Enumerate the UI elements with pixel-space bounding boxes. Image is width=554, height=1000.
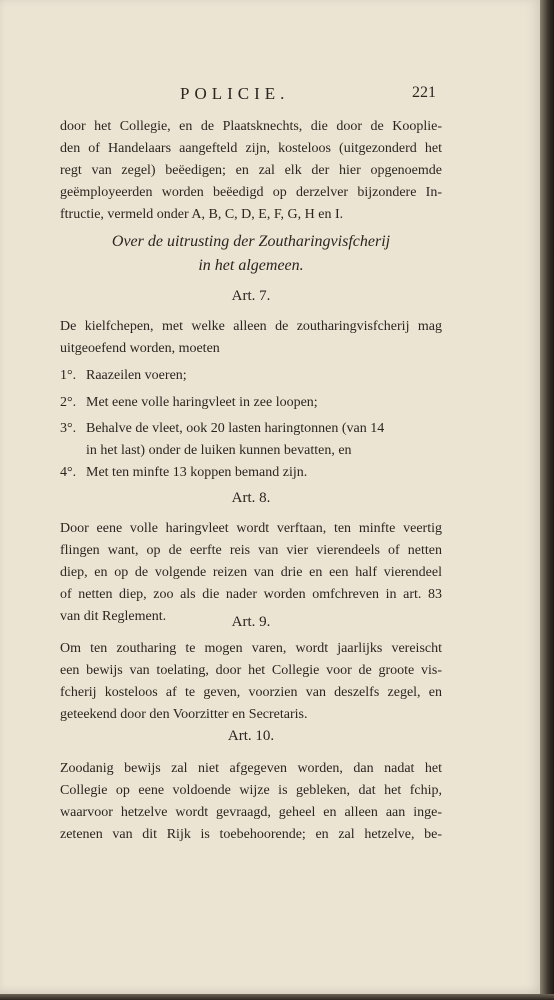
page-header [0,84,540,108]
page-bottom-edge [0,994,554,1000]
text-line: Om ten zoutharing te mogen varen, wordt jaarlijks vereischt [60,641,442,656]
item-number: 4°. [60,465,77,480]
running-title: POLICIE. [180,84,290,103]
article-paragraph [60,758,442,846]
list-item [60,365,442,387]
item-number: 3°. [60,421,77,436]
article-paragraph [60,518,442,628]
text-line: flingen want, op de eerfte reis van vier vierendeels of netten [60,543,442,558]
list-item [60,418,442,462]
text-line: De kielfchepen, met welke alleen de zoutharingvisfcherij mag [60,319,442,334]
text-line: Door eene volle haringvleet wordt verftaan, ten minfte veertig [60,521,442,536]
text-line: diep, en op de volgende reizen van drie en een half vierendeel [60,565,442,580]
section-title-line: Over de uitrusting der Zoutharingvisfcherij [111,233,391,250]
section-title-line: in het algemeen. [198,257,304,274]
item-number: 1°. [60,368,77,383]
article-paragraph [60,316,442,360]
list-item [60,462,442,484]
page-edge-shadow [540,0,554,1000]
item-text: Behalve de vleet, ook 20 lasten haringtonnen (van 14 [86,421,385,436]
text-line: geteekend door den Voorzitter en Secretaris. [60,707,308,722]
section-title [60,230,442,278]
text-line: den of Handelaars aangefteld zijn, kosteloos (uitgezonderd het [60,141,442,156]
text-line: uitgeoefend worden, moeten [60,341,220,356]
article-paragraph [60,638,442,726]
text-line: of netten diep, zoo als die nader worden omfchreven in art. 83 [60,587,442,602]
text-line: ftructie, vermeld onder A, B, C, D, E, F, G, H en I. [60,207,344,222]
article-heading: Art. 8. [231,490,271,506]
text-line: een bewijs van toelating, door het Collegie voor de groote vis- [60,663,442,678]
text-line: Collegie op eene voldoende wijze is gebleken, dat het fchip, [60,783,442,798]
item-text: Met ten minfte 13 koppen bemand zijn. [86,465,308,480]
list-item [60,392,442,414]
text-line: door het Collegie, en de Plaatsknechts, die door de Kooplie- [60,119,442,134]
page-number: 221 [412,84,436,101]
text-line: fcherij kosteloos af te geven, voorzien van deszelfs zegel, en [60,685,442,700]
article-heading: Art. 7. [231,288,271,304]
text-line: zetenen van dit Rijk is toebehoorende; en zal hetzelve, be- [60,827,442,842]
item-number: 2°. [60,395,77,410]
item-text: Raazeilen voeren; [86,368,187,383]
item-text-continued: in het last) onder de luiken kunnen bevatten, en [86,443,352,458]
article-heading: Art. 9. [231,614,271,630]
text-line: geëmployeerden worden beëedigd op derzelver bijzondere In- [60,185,442,200]
intro-paragraph [60,116,442,226]
text-line: regt van zegel) beëedigen; en zal elk der hier opgenoemde [60,163,442,178]
article-heading: Art. 10. [227,728,275,744]
text-line: van dit Reglement. [60,609,167,624]
text-line: Zoodanig bewijs zal niet afgegeven worden, dan nadat het [60,761,442,776]
text-line: waarvoor hetzelve wordt gevraagd, geheel en alleen aan inge- [60,805,442,820]
item-text: Met eene volle haringvleet in zee loopen; [86,395,318,410]
